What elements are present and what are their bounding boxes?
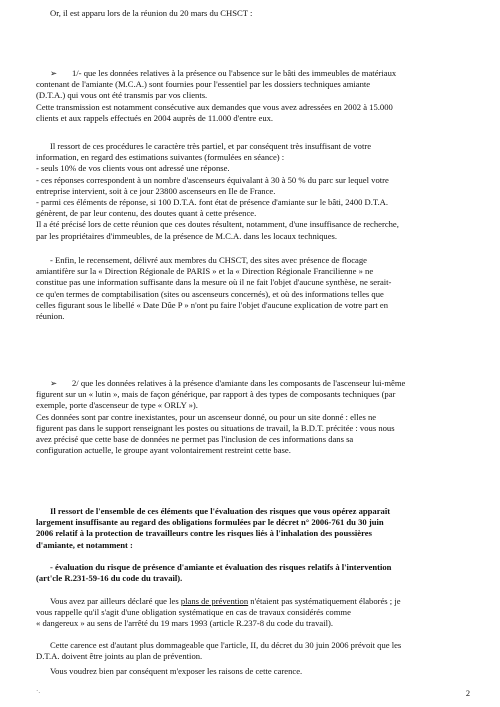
point2-line-3: exemple, porte d'ascenseur de type « ORLY »). xyxy=(36,400,198,411)
point2-line-4: Ces données sont par contre inexistantes, pour un ascenseur donné, ou pour un site donné : elles ne xyxy=(36,411,377,422)
ressort-line-7: génèrent, de par leur contenu, des doutes quant à cette présence. xyxy=(36,208,257,219)
conclusion-paragraph xyxy=(36,506,474,551)
plans-line-2: vous rappelle qu'il s'agit d'une obligation systématique en cas de travaux considérés comme xyxy=(36,607,351,618)
point1-paragraph xyxy=(36,68,474,124)
evaluation-line-1: - évaluation du risque de présence d'amiante et évaluation des risques relatifs à l'intervention xyxy=(50,562,392,572)
page-number: 2 xyxy=(465,689,470,698)
point2-line-1: 2/ que les données relatives à la présence d'amiante dans les composants de l'ascenseur lui-même xyxy=(72,378,406,388)
conclusion-line-3: 2006 relatif à la protection de travailleurs contre les risques liés à l'inhalation des poussières xyxy=(36,528,372,539)
point2-paragraph xyxy=(36,378,474,456)
ressort-line-6: - parmi ces éléments de réponse, si 100 D.T.A. font état de présence d'amiante sur le bâti, 2400 D.T.A. xyxy=(36,197,389,208)
point1-line-3: (D.T.A.) qui vous ont été transmis par vos clients. xyxy=(36,90,208,101)
carence-line-2: D.T.A. doivent être joints au plan de prévention. xyxy=(36,651,203,662)
point2-line-5: figurent pas dans le support renseignant les postes ou situations de travail, la B.D.T. précitée : vous nous xyxy=(36,422,395,433)
ressort-line-2: information, en regard des estimations suivantes (formulées en séance) : xyxy=(36,152,285,163)
enfin-line-6: réunion. xyxy=(36,311,65,322)
point1-line-5: clients et aux rappels effectués en 2004 auprès de 11.000 d'entre eux. xyxy=(36,112,274,123)
plans-text-before: Vous avez par ailleurs déclaré que les xyxy=(50,596,181,606)
point2-line-7: configuration actuelle, le groupe ayant volontairement restreint cette base. xyxy=(36,445,291,456)
ressort-line-4: - ces réponses correspondent à un nombre d'ascenseurs équivalant à 30 à 50 % du parc sur lequel votre xyxy=(36,174,389,185)
enfin-line-5: celles figurant sous le libellé « Date Dûe P » n'ont pu faire l'objet d'aucune explication de votre part en xyxy=(36,299,389,310)
plans-text-after: n'étaient pas systématiquement élaborés ; je xyxy=(248,596,401,606)
conclusion-line-2: largement insuffisante au regard des obligations formulées par le décret n° 2006-761 du 30 juin xyxy=(36,517,384,528)
conclusion-line-1: Il ressort de l'ensemble de ces éléments que l'évaluation des risques que vous opérez apparaît xyxy=(50,506,391,516)
enfin-line-2: amiantifère sur la « Direction Régionale de PARIS » et la « Direction Régionale Francilienne » ne xyxy=(36,266,374,277)
conclusion-line-4: d'amiante, et notamment : xyxy=(36,539,133,550)
enfin-line-1: - Enfin, le recensement, délivré aux membres du CHSCT, des sites avec présence de flocage xyxy=(50,255,367,265)
point1-line-1: 1/- que les données relatives à la présence ou l'absence sur le bâti des immeubles de matériaux xyxy=(72,68,397,78)
point1-line-4: Cette transmission est notamment consécutive aux demandes que vous avez adressées en 2002 à 15.000 xyxy=(36,101,393,112)
ressort-line-8: Il a été précisé lors de cette réunion que ces doutes résultent, notamment, d'une insuffisance de recherche, xyxy=(36,219,399,230)
evaluation-paragraph xyxy=(36,562,474,584)
point2-line-6: avez précisé que cette base de données ne permet pas l'inclusion de ces informations dans sa xyxy=(36,434,354,445)
arrow-bullet-icon: ➢ xyxy=(50,378,58,388)
carence-line-1: Cette carence est d'autant plus dommageable que l'article, II, du décret du 30 juin 2006 prévoit que les xyxy=(50,640,402,650)
enfin-line-3: constitue pas une information suffisante dans la mesure où il ne fait l'objet d'aucune synthèse, ne serait- xyxy=(36,277,392,288)
enfin-paragraph xyxy=(36,255,474,322)
carence-paragraph xyxy=(36,640,474,662)
plans-line-3: « dangereux » au sens de l'arrêté du 19 mars 1993 (article R.237-8 du code du travail). xyxy=(36,618,333,629)
stray-mark: ·. xyxy=(36,687,41,695)
plans-de-prevention-text: plans de prévention xyxy=(180,596,249,606)
ressort-line-1: Il ressort de ces procédures le caractère très partiel, et par conséquent très insuffisant de votre xyxy=(50,141,372,151)
ressort-line-9: par les propriétaires d'immeubles, de la présence de M.C.A. dans les locaux techniques. xyxy=(36,230,338,241)
point2-line-2: figurent sur un « lutin », mais de façon générique, par rapport à des types de composants techniques (par xyxy=(36,389,396,400)
intro-paragraph: Or, il est apparu lors de la réunion du 20 mars du CHSCT : xyxy=(50,8,253,18)
ressort-paragraph xyxy=(36,141,474,242)
ressort-line-3: - seuls 10% de vos clients vous ont adressé une réponse. xyxy=(36,163,230,174)
arrow-bullet-icon: ➢ xyxy=(50,68,58,78)
ressort-line-5: entreprise intervient, soit à ce jour 23800 ascenseurs en Ile de France. xyxy=(36,185,276,196)
plans-paragraph xyxy=(36,596,474,630)
enfin-line-4: ce qu'en termes de comptabilisation (sites ou ascenseurs concernés), et où des informations telles que xyxy=(36,288,384,299)
point1-line-2: contenant de l'amiante (M.C.A.) sont fournies pour l'essentiel par les dossiers techniques amiante xyxy=(36,79,371,90)
closing-paragraph: Vous voudrez bien par conséquent m'exposer les raisons de cette carence. xyxy=(50,666,303,676)
evaluation-line-2: (art'cle R.231-59-16 du code du travail). xyxy=(36,573,183,584)
